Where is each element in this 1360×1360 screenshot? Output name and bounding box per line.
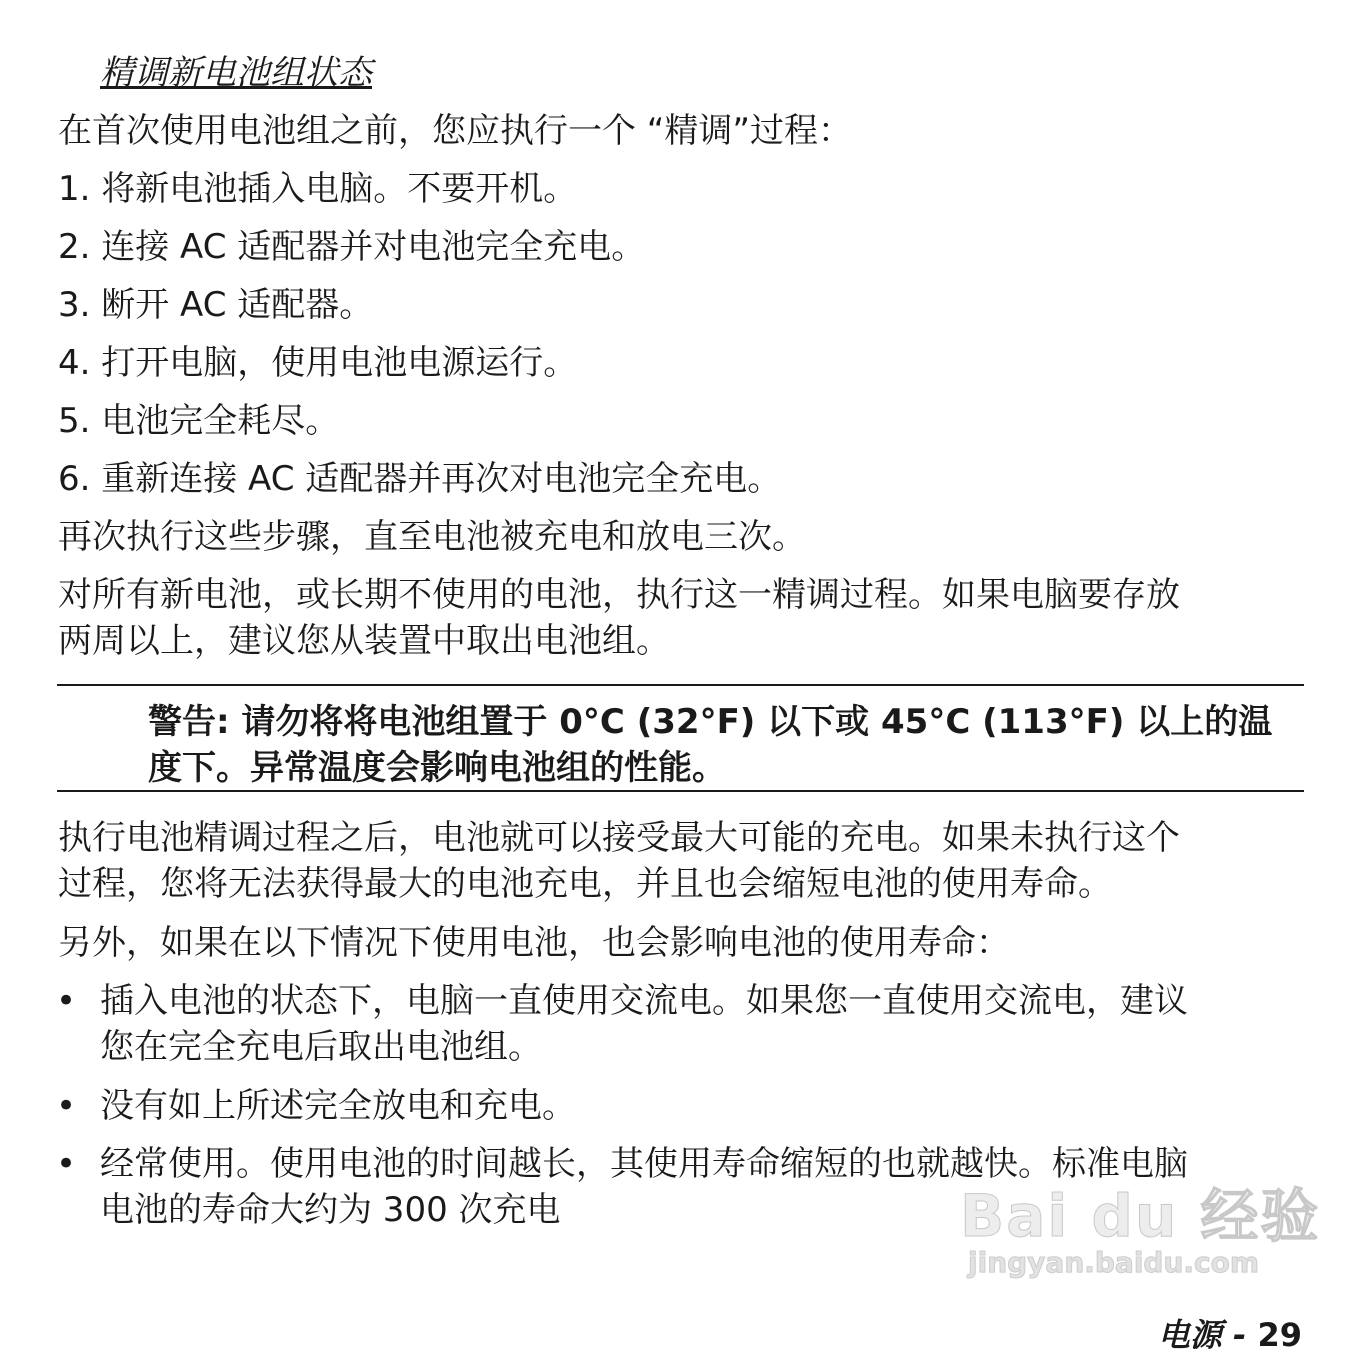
warning-top-rule: [57, 684, 1304, 686]
warning-bottom-rule: [57, 790, 1304, 792]
repeat-paragraph: 再次执行这些步骤，直至电池被充电和放电三次。: [58, 517, 806, 557]
bullet-2-line-1: 没有如上所述完全放电和充电。: [100, 1086, 576, 1126]
bullet-2-marker: •: [56, 1086, 77, 1126]
page-number: 29: [1257, 1316, 1302, 1354]
step-2: 2. 连接 AC 适配器并对电池完全充电。: [58, 227, 646, 267]
bullet-3-marker: •: [56, 1144, 77, 1184]
bullet-1-marker: •: [56, 981, 77, 1021]
watermark-brand: Bai du 经验: [960, 1182, 1321, 1250]
also-paragraph: 另外，如果在以下情况下使用电池，也会影响电池的使用寿命：: [58, 923, 1010, 963]
after-line-1: 执行电池精调过程之后，电池就可以接受最大可能的充电。如果未执行这个: [58, 818, 1180, 858]
watermark-url: jingyan.baidu.com: [968, 1246, 1260, 1279]
baidu-watermark: [960, 1182, 1321, 1279]
after-line-2: 过程，您将无法获得最大的电池充电，并且也会缩短电池的使用寿命。: [58, 864, 1112, 904]
step-3: 3. 断开 AC 适配器。: [58, 285, 374, 325]
footer-section-title: 电源 -: [1157, 1316, 1258, 1354]
step-1: 1. 将新电池插入电脑。不要开机。: [58, 169, 578, 209]
bullet-3-line-2: 电池的寿命大约为 300 次充电: [100, 1190, 561, 1230]
warning-line-1: 警告: 请勿将将电池组置于 0°C (32°F) 以下或 45°C (113°F) 以上的温: [148, 702, 1273, 742]
warning-line-2: 度下。异常温度会影响电池组的性能。: [148, 748, 726, 788]
section-heading: 精调新电池组状态: [100, 53, 372, 93]
bullet-1-line-1: 插入电池的状态下，电脑一直使用交流电。如果您一直使用交流电，建议: [100, 981, 1188, 1021]
step-6: 6. 重新连接 AC 适配器并再次对电池完全充电。: [58, 459, 782, 499]
all-new-line-1: 对所有新电池，或长期不使用的电池，执行这一精调过程。如果电脑要存放: [58, 575, 1180, 615]
intro-paragraph: 在首次使用电池组之前，您应执行一个 “精调”过程：: [58, 111, 853, 151]
bullet-3-line-1: 经常使用。使用电池的时间越长，其使用寿命缩短的也就越快。标准电脑: [100, 1144, 1188, 1184]
all-new-line-2: 两周以上，建议您从装置中取出电池组。: [58, 621, 670, 661]
bullet-1-line-2: 您在完全充电后取出电池组。: [100, 1027, 542, 1067]
step-4: 4. 打开电脑，使用电池电源运行。: [58, 343, 578, 383]
step-5: 5. 电池完全耗尽。: [58, 401, 340, 441]
page-footer: [1158, 1310, 1302, 1356]
